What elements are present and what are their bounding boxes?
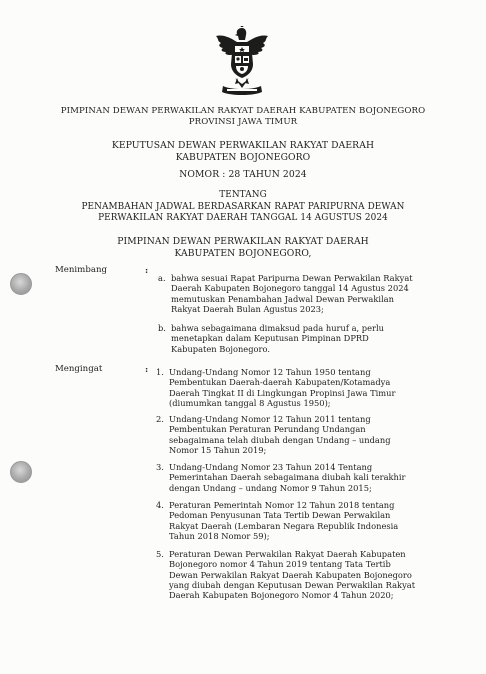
item-line: Daerah Kabupaten Bojonegoro tanggal 14 Agustus 2024 — [171, 283, 409, 294]
decree-subject — [0, 190, 486, 225]
mengingat-label: Mengingat — [55, 364, 103, 374]
decree-title-line-1: KEPUTUSAN DEWAN PERWAKILAN RAKYAT DAERAH — [111, 140, 375, 151]
menimbang-label: Menimbang — [55, 265, 107, 275]
province-name: PROVINSI JAWA TIMUR — [188, 117, 298, 127]
decree-title-line-2: KABUPATEN BOJONEGORO — [175, 152, 311, 163]
item-line: Dewan Perwakilan Rakyat Daerah Kabupaten Bojonegoro — [169, 569, 412, 580]
binder-hole-icon — [10, 461, 32, 483]
item-line: Tahun 2018 Nomor 59); — [169, 530, 270, 541]
item-line: Daerah Tingkat II di Lingkungan Propinsi Jawa Timur — [169, 387, 396, 398]
item-line: memutuskan Penambahan Jadwal Dewan Perwakilan — [171, 293, 394, 304]
item-line: (diumumkan tanggal 8 Agustus 1950); — [169, 397, 331, 408]
authority-line-1: PIMPINAN DEWAN PERWAKILAN RAKYAT DAERAH — [117, 236, 369, 247]
item-line: Undang-Undang Nomor 12 Tahun 2011 tentang — [169, 414, 371, 424]
subject-heading: TENTANG — [219, 190, 267, 200]
item-line: yang diubah dengan Keputusan Dewan Perwakilan Rakyat — [169, 579, 416, 590]
subject-line-2: PERWAKILAN RAKYAT DAERAH TANGGAL 14 AGUSTUS 2024 — [98, 213, 388, 223]
item-line: dengan Undang – undang Nomor 9 Tahun 2015; — [169, 482, 372, 493]
item-line: Bojonegoro nomor 4 Tahun 2019 tentang Tata Tertib — [169, 559, 391, 570]
item-line: Pedoman Penyusunan Tata Tertib Dewan Perwakilan — [169, 510, 391, 521]
item-line: bahwa sesuai Rapat Paripurna Dewan Perwakilan Rakyat — [171, 273, 413, 283]
menimbang-colon: : — [145, 266, 149, 276]
item-line: bahwa sebagaimana dimaksud pada huruf a, perlu — [171, 323, 384, 333]
item-marker: b. — [158, 323, 166, 333]
decree-number-text: NOMOR : 28 TAHUN 2024 — [179, 169, 307, 180]
institution-name: PIMPINAN DEWAN PERWAKILAN RAKYAT DAERAH KABUPATEN BOJONEGORO — [60, 106, 426, 116]
item-marker: 2. — [156, 414, 164, 424]
item-line: Peraturan Pemerintah Nomor 12 Tahun 2018 tentang — [169, 500, 395, 510]
binder-hole-icon — [10, 273, 32, 295]
item-marker: 3. — [156, 462, 164, 472]
item-line: Undang-Undang Nomor 23 Tahun 2014 Tentang — [169, 462, 373, 472]
mengingat-colon: : — [145, 365, 149, 375]
item-line: Peraturan Dewan Perwakilan Rakyat Daerah Kabupaten — [169, 549, 406, 559]
item-marker: 1. — [156, 367, 164, 377]
authority-heading — [0, 236, 486, 260]
item-line: Pembentukan Peraturan Perundang Undangan — [169, 424, 366, 435]
subject-line-1: PENAMBAHAN JADWAL BERDASARKAN RAPAT PARIPURNA DEWAN — [81, 201, 405, 212]
item-line: Rakyat Daerah (Lembaran Negara Republik Indonesia — [169, 520, 399, 531]
item-line: Undang-Undang Nomor 12 Tahun 1950 tentang — [169, 367, 371, 377]
decree-title — [0, 140, 486, 164]
item-marker: 5. — [156, 549, 164, 559]
letterhead — [0, 106, 486, 128]
item-line: Pembentukan Daerah-daerah Kabupaten/Kotamadya — [169, 377, 391, 388]
item-line: Daerah Kabupaten Bojonegoro Nomor 4 Tahun 2020; — [169, 590, 394, 601]
item-marker: a. — [158, 273, 166, 283]
item-line: Rakyat Daerah Bulan Agustus 2023; — [171, 303, 324, 314]
authority-line-2: KABUPATEN BOJONEGORO, — [174, 248, 312, 259]
item-line: Kabupaten Bojonegoro. — [171, 343, 270, 354]
item-line: sebagaimana telah diubah dengan Undang – undang — [169, 434, 391, 445]
item-marker: 4. — [156, 500, 164, 510]
item-line: Nomor 15 Tahun 2019; — [169, 444, 267, 455]
decree-number — [0, 169, 486, 180]
item-line: menetapkan dalam Keputusan Pimpinan DPRD — [171, 333, 369, 344]
garuda-emblem-icon — [213, 26, 271, 98]
item-line: Pemerintahan Daerah sebagaimana diubah kali terakhir — [169, 472, 406, 483]
